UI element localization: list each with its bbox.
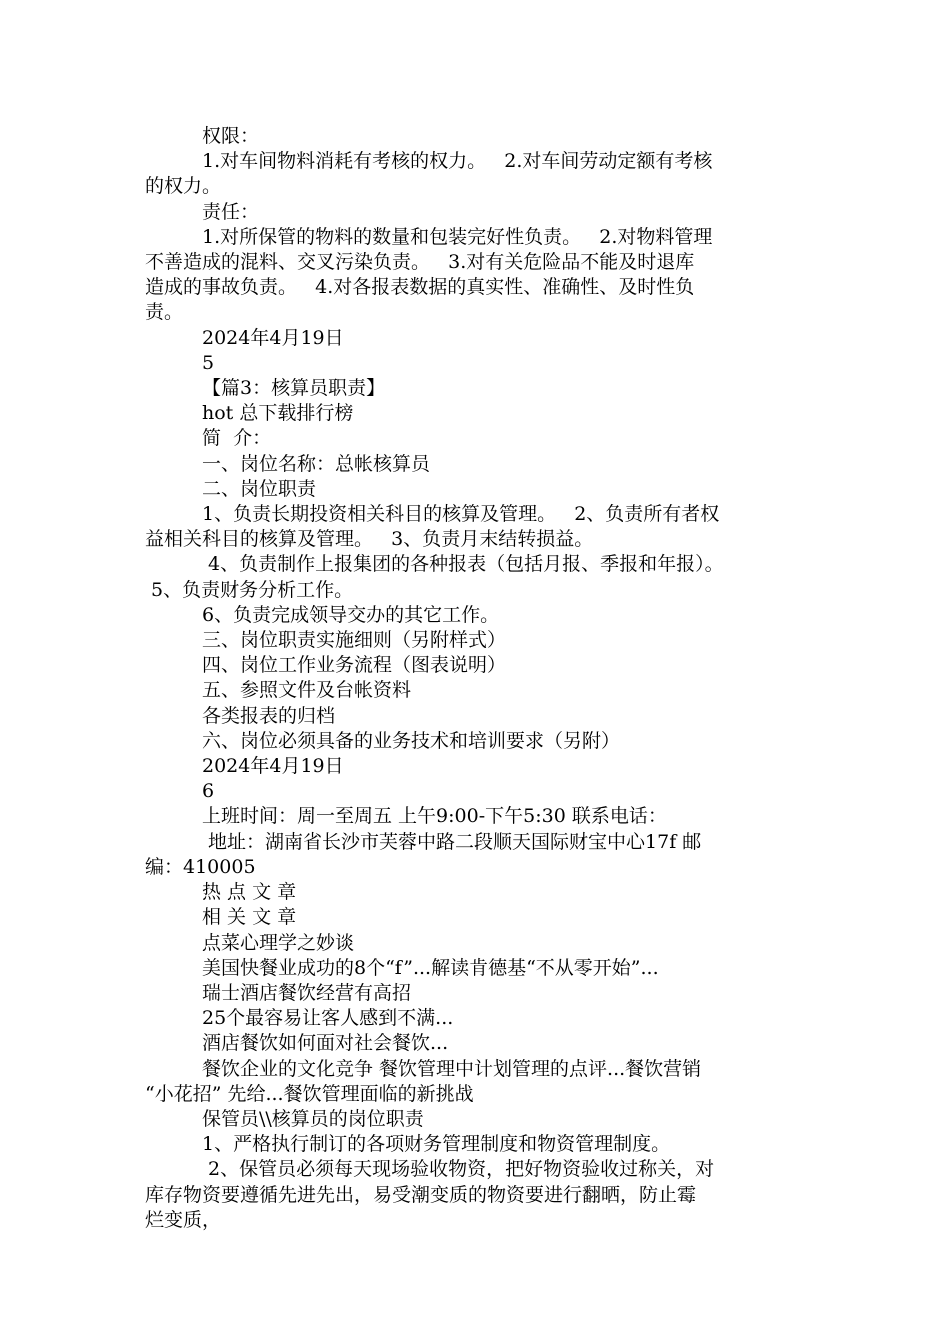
text-line: 1、严格执行制订的各项财务管理制度和物资管理制度。 [202,1133,671,1156]
text-line: 不善造成的混料、交叉污染负责。 3.对有关危险品不能及时退库 [145,251,695,274]
text-line: 餐饮企业的文化竞争 餐饮管理中计划管理的点评...餐饮营销 [202,1057,702,1080]
text-line: 的权力。 [145,175,222,198]
text-line: hot 总下载排行榜 [202,402,354,425]
text-line: 编：410005 [145,855,256,878]
text-line: 三、岗位职责实施细则（另附样式） [202,629,507,652]
text-line: 热 点 文 章 [202,881,297,904]
text-line: 库存物资要遵循先进先出，易受潮变质的物资要进行翻晒，防止霉 [145,1183,697,1206]
text-line: 烂变质， [145,1208,222,1231]
text-line: 责。 [145,301,184,324]
text-line: 6、负责完成领导交办的其它工作。 [202,603,500,626]
text-line: 2、保管员必须每天现场验收物资，把好物资验收过称关，对 [202,1158,715,1181]
text-line: 二、岗位职责 [202,477,317,500]
text-line: 美国快餐业成功的8个“f”...解读肯德基“不从零开始”... [202,956,659,979]
text-line: 6 [202,780,215,803]
text-line: “小花招” 先给...餐饮管理面临的新挑战 [145,1082,474,1105]
text-line: 1、负责长期投资相关科目的核算及管理。 2、负责所有者权 [202,503,720,526]
text-line: 5、负责财务分析工作。 [145,578,354,601]
text-line: 2024年4月19日 [202,755,344,778]
text-line: 1.对所保管的物料的数量和包装完好性负责。 2.对物料管理 [202,225,713,248]
text-line: 25个最容易让客人感到不满... [202,1007,454,1030]
text-line: 权限： [202,125,260,147]
text-line: 四、岗位工作业务流程（图表说明） [202,654,507,677]
document-page [145,124,815,1233]
text-line: 2024年4月19日 [202,326,344,349]
text-line: 一、岗位名称：总帐核算员 [202,452,431,475]
text-line: 1.对车间物料消耗有考核的权力。 2.对车间劳动定额有考核 [202,150,713,173]
text-line: 瑞士酒店餐饮经营有高招 [202,981,412,1004]
text-line: 六、岗位必须具备的业务技术和培训要求（另附） [202,729,621,752]
text-line: 【篇3：核算员职责】 [202,377,386,400]
text-line: 酒店餐饮如何面对社会餐饮... [202,1032,449,1055]
text-line: 各类报表的归档 [202,704,336,727]
text-line: 简 介： [202,427,272,450]
text-line: 点菜心理学之妙谈 [202,931,355,954]
text-line: 相 关 文 章 [202,906,297,929]
text-line: 责任： [202,200,260,223]
text-line: 益相关科目的核算及管理。 3、负责月末结转损益。 [145,528,594,551]
text-line: 五、参照文件及台帐资料 [202,679,412,702]
text-line: 地址：湖南省长沙市芙蓉中路二段顺天国际财宝中心17f 邮 [202,830,702,853]
text-line: 4、负责制作上报集团的各种报表（包括月报、季报和年报）。 [202,553,724,576]
text-line: 5 [202,351,215,374]
text-line: 造成的事故负责。 4.对各报表数据的真实性、准确性、及时性负 [145,276,695,299]
text-line: 上班时间：周一至周五 上午9:00-下午5:30 联系电话： [202,805,667,828]
text-line: 保管员\\核算员的岗位职责 [202,1107,424,1130]
